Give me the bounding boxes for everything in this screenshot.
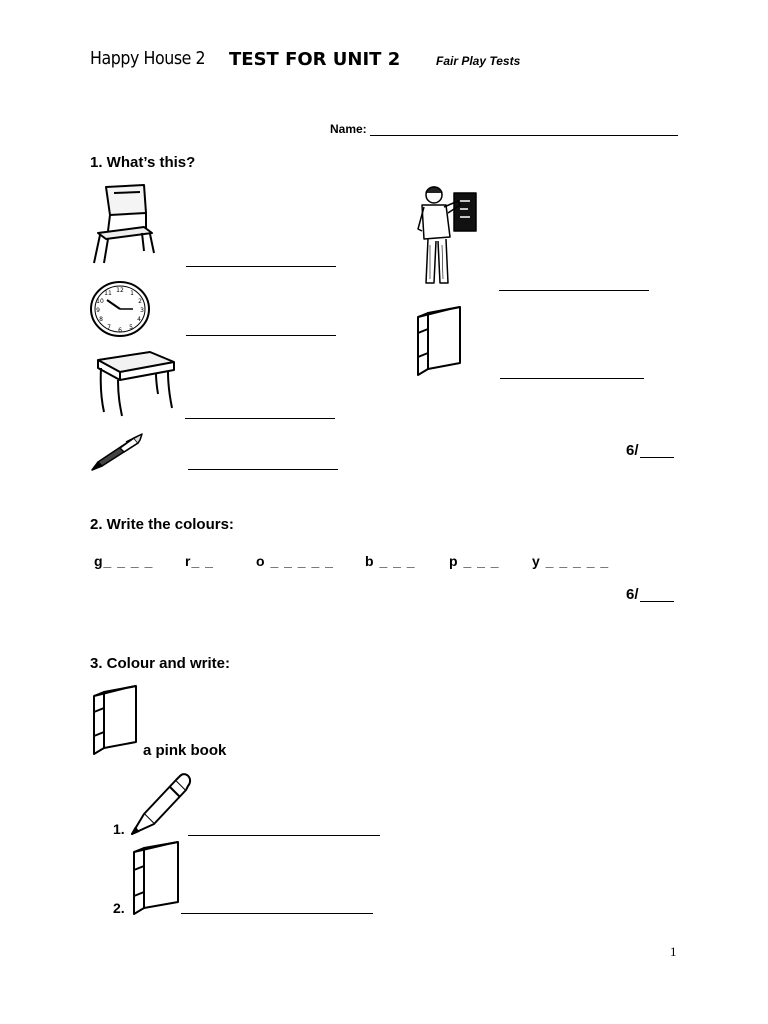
answer-line-book[interactable]	[500, 378, 644, 379]
score-label: 6/	[626, 586, 639, 603]
colour-yellow[interactable]: y _ _ _ _ _	[532, 553, 610, 569]
score-blank[interactable]	[640, 457, 674, 458]
answer-line-item-2[interactable]	[181, 913, 373, 914]
series-name: Fair Play Tests	[436, 54, 521, 68]
svg-text:2: 2	[138, 298, 142, 305]
book-icon	[90, 684, 140, 756]
svg-text:11: 11	[104, 290, 112, 297]
test-title: TEST FOR UNIT 2	[229, 49, 401, 70]
section-3-title: 3. Colour and write:	[90, 655, 231, 672]
chair-icon	[92, 183, 158, 265]
desk-icon	[94, 348, 178, 418]
answer-line-chair[interactable]	[186, 266, 336, 267]
answer-line-item-1[interactable]	[188, 835, 380, 836]
svg-text:5: 5	[129, 324, 133, 331]
svg-text:12: 12	[116, 287, 124, 294]
section-2-title: 2. Write the colours:	[90, 516, 234, 533]
clock-icon	[89, 280, 151, 338]
name-field[interactable]	[370, 135, 678, 136]
section-2-score	[626, 586, 674, 603]
colour-blue[interactable]: b _ _ _	[365, 553, 416, 569]
answer-line-teacher[interactable]	[499, 290, 649, 291]
svg-text:7: 7	[107, 324, 111, 331]
book-icon	[130, 840, 182, 916]
svg-text:1: 1	[130, 290, 134, 297]
svg-text:3: 3	[140, 307, 144, 314]
answer-line-desk[interactable]	[185, 418, 335, 419]
svg-text:4: 4	[137, 316, 141, 323]
svg-text:9: 9	[96, 307, 100, 314]
pencil-icon	[130, 772, 192, 836]
svg-text:10: 10	[96, 298, 104, 305]
item-number: 1.	[113, 821, 125, 837]
score-blank[interactable]	[640, 601, 674, 602]
example-answer: a pink book	[143, 742, 227, 759]
item-number: 2.	[113, 900, 125, 916]
book-title: Happy House 2	[90, 48, 206, 69]
name-label: Name:	[330, 122, 367, 136]
colour-pink[interactable]: p _ _ _	[449, 553, 500, 569]
colour-red[interactable]: r_ _	[185, 553, 214, 569]
pen-icon	[90, 432, 144, 472]
score-label: 6/	[626, 442, 639, 459]
answer-line-clock[interactable]	[186, 335, 336, 336]
book-icon	[414, 305, 466, 377]
page-number: 1	[670, 944, 677, 959]
section-1-score	[626, 442, 674, 459]
teacher-icon	[414, 183, 482, 287]
colour-green[interactable]: g_ _ _ _	[94, 553, 154, 569]
svg-text:6: 6	[118, 327, 122, 334]
answer-line-pen[interactable]	[188, 469, 338, 470]
svg-text:8: 8	[99, 316, 103, 323]
colour-orange[interactable]: o _ _ _ _ _	[256, 553, 334, 569]
section-1-title: 1. What’s this?	[90, 154, 196, 171]
